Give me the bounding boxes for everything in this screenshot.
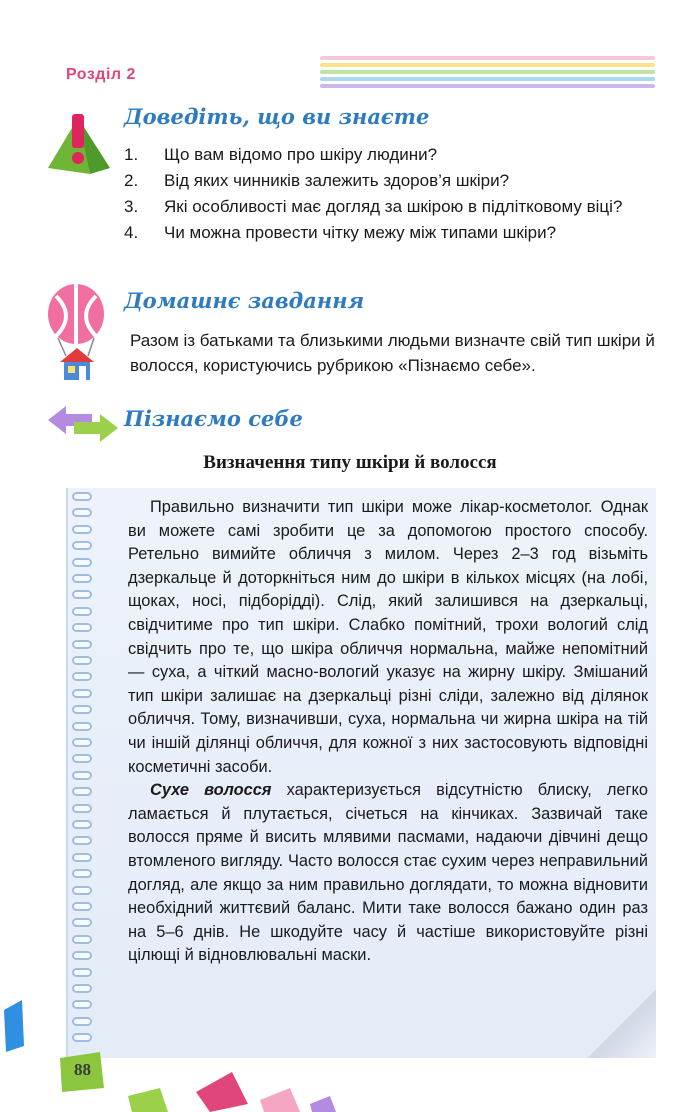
notebook-ring <box>72 541 92 550</box>
notebook-ring <box>72 754 92 763</box>
section-title-prove: Доведіть, що ви знаєте <box>124 104 430 129</box>
header-stripes <box>320 56 655 96</box>
list-item <box>124 195 664 219</box>
notebook-rings <box>72 492 94 1052</box>
notebook-ring <box>72 787 92 796</box>
homework-text: Разом із батьками та близькими людьми визначте свій тип шкіри й волосся, користуючись рубрикою «Пізнаємо себе». <box>130 331 655 375</box>
notebook-ring <box>72 820 92 829</box>
notebook-ring <box>72 623 92 632</box>
hot-air-balloon-house-icon <box>38 282 118 382</box>
notebook-ring <box>72 918 92 927</box>
notebook-ring <box>72 836 92 845</box>
notebook-ring <box>72 640 92 649</box>
notebook-ring <box>72 705 92 714</box>
question-text: Що вам відомо про шкіру людини? <box>164 145 438 164</box>
notebook-ring <box>72 935 92 944</box>
list-item <box>124 221 664 245</box>
exclamation-pyramid-icon <box>44 110 114 176</box>
section-title-know-yourself: Пізнаємо себе <box>124 406 303 431</box>
colored-shapes-decoration <box>0 1000 360 1112</box>
chapter-label: Розділ 2 <box>66 66 136 83</box>
article-heading: Визначення типу шкіри й волосся <box>203 452 497 473</box>
notebook-ring <box>72 804 92 813</box>
section-title-homework: Домашнє завдання <box>124 288 365 313</box>
paragraph-dry-hair-text: характеризується відсутністю блиску, легко ламається й плутається, січеться на кінчиках. Зазвичай таке волосся пряме й висить млявими пасмами, надаючи дівчині дещо втомленого вигляду. Часто волосся стає сухим через неправильний догляд, але якщо за ним правильно доглядати, то можна відновити необхідний життєвий баланс. Мити таке волосся бажано один раз на 5–6 днів. Не шкодуйте часу й частіше використовуйте різні цілющі й відновлювальні маски. <box>128 781 648 965</box>
list-number: 2. <box>124 171 139 190</box>
notebook-ring <box>72 902 92 911</box>
list-number: 4. <box>124 223 139 242</box>
paragraph-dry-hair <box>128 779 648 968</box>
notebook-ring <box>72 968 92 977</box>
list-item <box>124 169 664 193</box>
notebook-ring <box>72 853 92 862</box>
notebook-ring <box>72 951 92 960</box>
questions-list <box>124 143 664 247</box>
page-number: 88 <box>74 1060 91 1079</box>
notebook-ring <box>72 771 92 780</box>
notebook-ring <box>72 574 92 583</box>
notebook-ring <box>72 689 92 698</box>
list-number: 3. <box>124 197 139 216</box>
notebook-ring <box>72 492 92 501</box>
notebook-ring <box>72 558 92 567</box>
list-item <box>124 143 664 167</box>
question-text: Які особливості має догляд за шкірою в підлітковому віці? <box>164 197 623 216</box>
notebook-ring <box>72 656 92 665</box>
notebook-ring <box>72 525 92 534</box>
paragraph-skin: Правильно визначити тип шкіри може лікар-косметолог. Однак ви можете самі зробити це за допомогою простого способу. Ретельно вимийте обличчя з милом. Через 2–3 год візьміть дзеркальце й доторкніться ним до шкіри в кількох місцях (на лобі, щоках, носі, підборідді). Слід, який залишився на дзеркальці, свідчитиме про тип шкіри. Слабко помітний, трохи вологий слід свідчить про те, що шкіра обличчя нормальна, майже непомітний — суха, а чіткий масно-вологий указує на жирну шкіру. Змішаний тип шкіри залишає на дзеркальці різні сліди, залежно від ділянок обличчя. Тому, визначивши, суха, нормальна чи жирна шкіра на тій чи іншій ділянці обличчя, для кожної з них застосовують відповідні косметичні засоби. <box>128 498 648 776</box>
notebook-ring <box>72 508 92 517</box>
term-dry-hair: Сухе волосся <box>150 781 272 800</box>
notebook-ring <box>72 738 92 747</box>
article-body <box>128 496 648 968</box>
question-text: Чи можна провести чітку межу між типами шкіри? <box>164 223 557 242</box>
list-number: 1. <box>124 145 139 164</box>
question-text: Від яких чинників залежить здоров’я шкіри? <box>164 171 510 190</box>
notebook-ring <box>72 869 92 878</box>
page-curl <box>586 988 656 1058</box>
notebook-ring <box>72 607 92 616</box>
double-arrow-icon <box>48 404 118 444</box>
notebook-ring <box>72 672 92 681</box>
notebook-ring <box>72 722 92 731</box>
notebook-ring <box>72 886 92 895</box>
notebook-ring <box>72 984 92 993</box>
notebook-ring <box>72 590 92 599</box>
